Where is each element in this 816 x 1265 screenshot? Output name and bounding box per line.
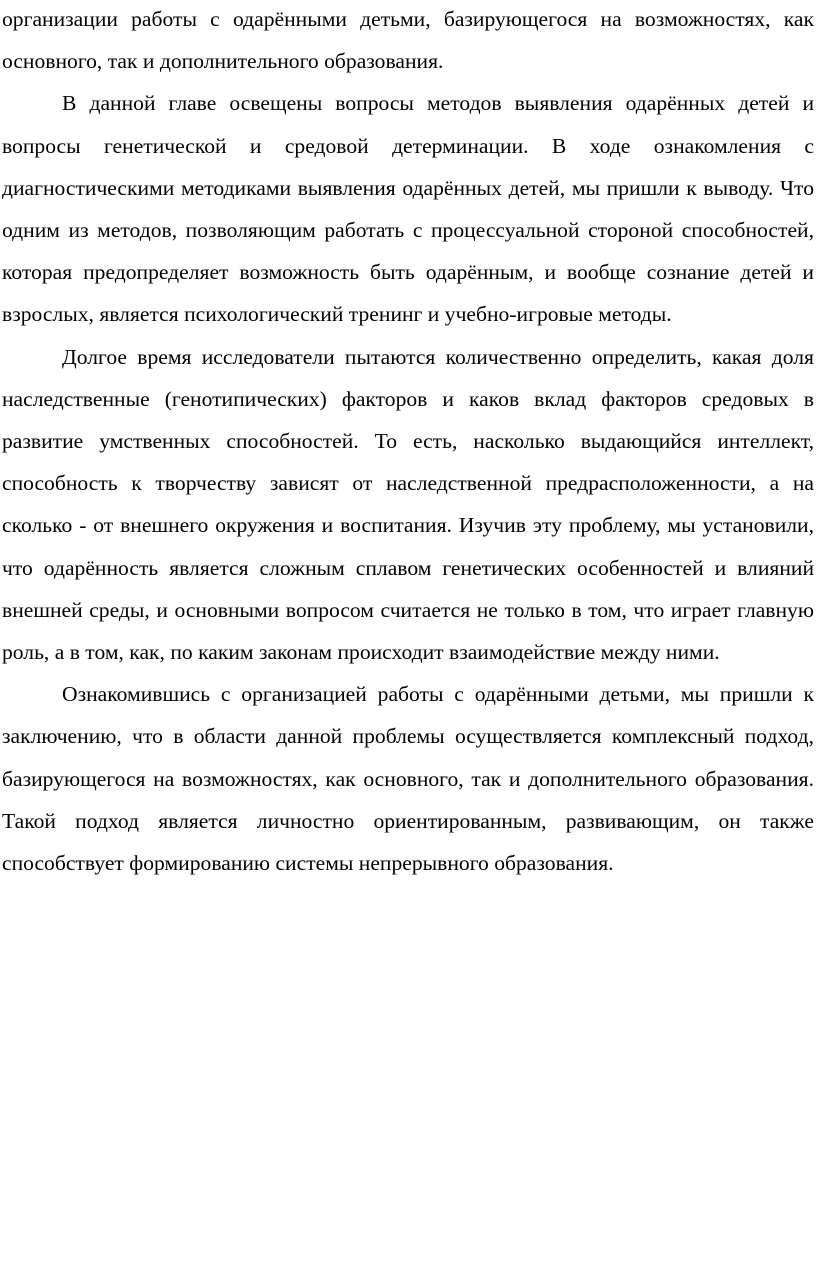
paragraph-methods: В данной главе освещены вопросы методов выявления одарённых детей и вопросы генетической и средовой детерминации. В ходе ознакомления с диагностическими методиками выявления одарённых детей, мы пришли к выводу. Что одним из методов, позволяющим работать с процессуальной стороной способностей, которая предопределяет возможность быть одарённым, и вообще сознание детей и взрослых, является психологический тренинг и учебно-игровые методы. xyxy=(2,91,814,327)
paragraph-continuation: организации работы с одарёнными детьми, базирующегося на возможностях, как основного, так и дополнительного образования. xyxy=(2,7,814,74)
body-text xyxy=(2,0,814,884)
paragraph-conclusion: Ознакомившись с организацией работы с одарёнными детьми, мы пришли к заключению, что в области данной проблемы осуществляется комплексный подход, базирующегося на возможностях, как основного, так и дополнительного образования. Такой подход является личностно ориентированным, развивающим, он также способствует формированию системы непрерывного образования. xyxy=(2,682,814,876)
paragraph-heredity: Долгое время исследователи пытаются количественно определить, какая доля наследственные (генотипических) факторов и каков вклад факторов средовых в развитие умственных способностей. То есть, насколько выдающийся интеллект, способность к творчеству зависят от наследственной предрасположенности, а на сколько - от внешнего окружения и воспитания. Изучив эту проблему, мы установили, что одарённость является сложным сплавом генетических особенностей и влияний внешней среды, и основными вопросом считается не только в том, что играет главную роль, а в том, как, по каким законам происходит взаимодействие между ними. xyxy=(2,344,814,665)
